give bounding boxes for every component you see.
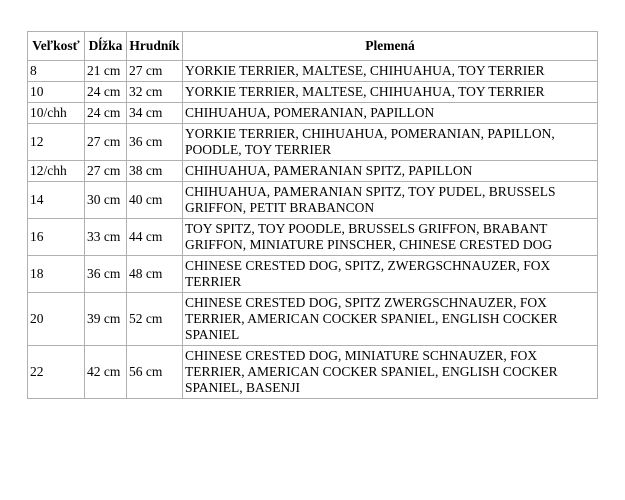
cell-chest: 48 cm (127, 256, 183, 293)
cell-chest: 40 cm (127, 182, 183, 219)
cell-length: 24 cm (85, 103, 127, 124)
cell-size: 16 (28, 219, 85, 256)
cell-size: 10/chh (28, 103, 85, 124)
cell-chest: 27 cm (127, 61, 183, 82)
cell-length: 24 cm (85, 82, 127, 103)
cell-breeds: TOY SPITZ, TOY POODLE, BRUSSELS GRIFFON, BRABANT GRIFFON, MINIATURE PINSCHER, CHINESE CRESTED DOG (183, 219, 598, 256)
cell-chest: 52 cm (127, 293, 183, 346)
cell-chest: 38 cm (127, 161, 183, 182)
table-row (28, 219, 598, 256)
cell-size: 12/chh (28, 161, 85, 182)
cell-breeds: YORKIE TERRIER, CHIHUAHUA, POMERANIAN, PAPILLON, POODLE, TOY TERRIER (183, 124, 598, 161)
dog-size-table (27, 31, 598, 399)
cell-breeds: CHIHUAHUA, POMERANIAN, PAPILLON (183, 103, 598, 124)
cell-length: 39 cm (85, 293, 127, 346)
header-breeds: Plemená (183, 32, 598, 61)
table-row (28, 256, 598, 293)
table-row (28, 124, 598, 161)
cell-length: 27 cm (85, 124, 127, 161)
cell-size: 12 (28, 124, 85, 161)
table-row (28, 293, 598, 346)
cell-chest: 56 cm (127, 346, 183, 399)
cell-chest: 34 cm (127, 103, 183, 124)
cell-breeds: CHINESE CRESTED DOG, MINIATURE SCHNAUZER, FOX TERRIER, AMERICAN COCKER SPANIEL, ENGLISH COCKER SPANIEL, BASENJI (183, 346, 598, 399)
table-row (28, 82, 598, 103)
cell-size: 20 (28, 293, 85, 346)
table-header-row (28, 32, 598, 61)
table-row (28, 346, 598, 399)
cell-breeds: YORKIE TERRIER, MALTESE, CHIHUAHUA, TOY TERRIER (183, 61, 598, 82)
table-row (28, 161, 598, 182)
table-row (28, 182, 598, 219)
cell-size: 8 (28, 61, 85, 82)
cell-chest: 44 cm (127, 219, 183, 256)
cell-size: 22 (28, 346, 85, 399)
cell-size: 18 (28, 256, 85, 293)
cell-size: 10 (28, 82, 85, 103)
cell-length: 42 cm (85, 346, 127, 399)
cell-breeds: YORKIE TERRIER, MALTESE, CHIHUAHUA, TOY TERRIER (183, 82, 598, 103)
header-chest: Hrudník (127, 32, 183, 61)
table-row (28, 103, 598, 124)
cell-breeds: CHINESE CRESTED DOG, SPITZ ZWERGSCHNAUZER, FOX TERRIER, AMERICAN COCKER SPANIEL, ENGLISH COCKER SPANIEL (183, 293, 598, 346)
cell-breeds: CHIHUAHUA, PAMERANIAN SPITZ, PAPILLON (183, 161, 598, 182)
header-size: Veľkosť (28, 32, 85, 61)
cell-length: 27 cm (85, 161, 127, 182)
cell-breeds: CHIHUAHUA, PAMERANIAN SPITZ, TOY PUDEL, BRUSSELS GRIFFON, PETIT BRABANCON (183, 182, 598, 219)
cell-length: 30 cm (85, 182, 127, 219)
cell-length: 33 cm (85, 219, 127, 256)
cell-chest: 36 cm (127, 124, 183, 161)
table-row (28, 61, 598, 82)
header-length: Dĺžka (85, 32, 127, 61)
cell-length: 21 cm (85, 61, 127, 82)
cell-length: 36 cm (85, 256, 127, 293)
cell-size: 14 (28, 182, 85, 219)
cell-chest: 32 cm (127, 82, 183, 103)
cell-breeds: CHINESE CRESTED DOG, SPITZ, ZWERGSCHNAUZER, FOX TERRIER (183, 256, 598, 293)
